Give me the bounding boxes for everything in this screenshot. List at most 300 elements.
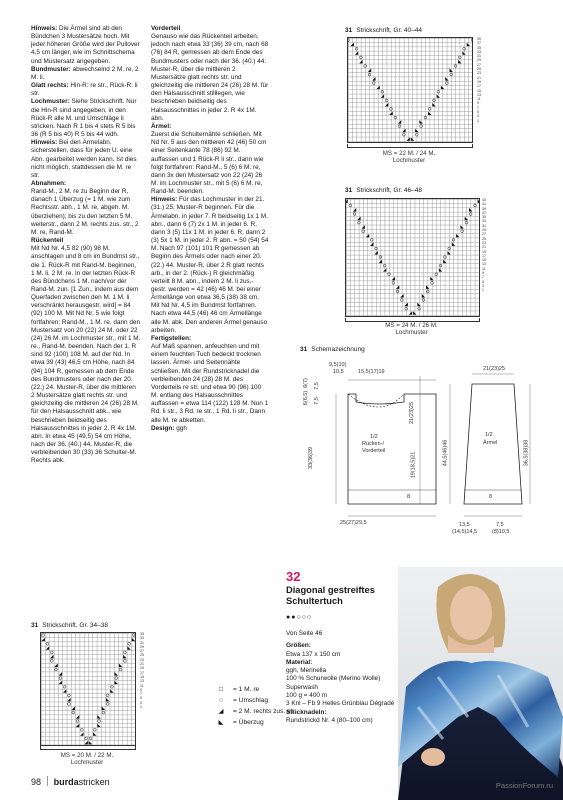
yarn-over-icon <box>418 307 421 310</box>
row-number: 21 <box>140 662 144 667</box>
k2tog-icon <box>400 294 403 297</box>
chart-repeat-label: MS = 22 M. / 24 M. Lochmuster <box>382 150 436 164</box>
yarn-over-icon <box>119 668 122 671</box>
paragraph-heading: Hinweis: <box>31 139 58 147</box>
yarn-over-icon <box>431 281 434 284</box>
yarn-over-icon <box>405 307 408 310</box>
k2tog-icon <box>374 251 377 254</box>
row-number: 27 <box>482 232 486 237</box>
yarn-over-icon <box>469 213 472 216</box>
dim-label: 21(23)25 <box>483 366 506 372</box>
legend-item: ◢ = 2 M. rechts zus. str. <box>215 706 296 717</box>
yarn-over-icon <box>437 90 440 93</box>
ssk-icon <box>106 698 109 701</box>
piece-label: 1/2 <box>485 432 493 438</box>
k2tog-icon <box>406 137 409 140</box>
row-number: 21 <box>482 245 486 250</box>
paragraph: Bundmuster: abwechselnd 2 M. re, 2 M. li. <box>31 65 139 81</box>
dim-label: 8 <box>489 494 493 500</box>
legend-item: ◣ = Überzug <box>215 717 296 728</box>
yarn-over-icon <box>388 273 391 276</box>
chart-title <box>345 187 422 194</box>
paragraph-heading: Fertigstellen: <box>151 334 192 342</box>
yarn-over-icon <box>132 634 135 637</box>
ssk-icon <box>439 268 442 271</box>
yarn-over-icon <box>461 230 464 233</box>
ssk-icon <box>119 664 122 667</box>
k2tog-icon <box>376 86 379 89</box>
row-number: 39 <box>477 37 481 41</box>
ssk-icon <box>417 303 420 306</box>
paragraph-heading: Design: <box>151 424 175 432</box>
k2tog-icon <box>72 707 75 710</box>
knit-stitch-icon: □ <box>219 686 223 693</box>
ssk-icon <box>469 208 472 211</box>
ssk-icon <box>93 732 96 735</box>
paragraph <box>31 237 141 245</box>
ssk-icon <box>478 199 480 202</box>
row-number: 3 <box>477 114 479 119</box>
yarn-over-icon <box>401 299 404 302</box>
ssk-icon <box>89 741 92 744</box>
ssk-icon <box>426 285 429 288</box>
paragraph: Genauso wie das Rückenteil arbeiten, jedoch nach etwa 33 (36) 39 cm, nach 68 (76) 84 R, gemessen ab dem Ende des Bundmusters oder nach der 36. (40.) 44. Muster-R, über die mittleren 2 Mustersätze glatt rechts str. und gleichzeitig die mittleren 24 (26) 28 M. für den Halsausschnitt stilllegen, wie beschrieben beidseitig des Halsausschnittes in jeder 2. R 4x 1M. abn. <box>151 33 269 122</box>
ssk-icon <box>465 217 468 220</box>
yarn-over-icon <box>435 273 438 276</box>
row-number: 27 <box>477 62 481 67</box>
row-number: 31 <box>482 223 486 228</box>
yarn-over-icon <box>46 642 49 645</box>
k2tog-icon <box>398 120 401 123</box>
yarn-over-icon <box>355 47 358 50</box>
k2tog-icon <box>372 77 375 80</box>
yarn-over-icon <box>396 290 399 293</box>
row-number: 19 <box>482 249 486 254</box>
yarn-over-icon <box>353 213 356 216</box>
dim-label: 10,5 <box>333 369 344 375</box>
paragraph-heading: Vorderteil <box>151 25 181 32</box>
row-number: 5 <box>140 696 142 701</box>
k2tog-icon <box>392 277 395 280</box>
row-number: 23 <box>482 240 486 245</box>
k2tog-icon <box>346 199 348 202</box>
dim-label: (14,5)14,5 <box>452 529 478 535</box>
row-number: 21 <box>477 75 481 80</box>
yarn-over-icon <box>358 221 361 224</box>
k2tog-icon <box>50 655 53 658</box>
text-column-2 <box>151 25 269 433</box>
ssk-icon <box>422 294 425 297</box>
ssk-icon <box>430 277 433 280</box>
ssk-icon <box>462 51 465 54</box>
paragraph-heading: Abnahmen: <box>31 179 67 187</box>
project-number: 32 <box>286 569 301 584</box>
chart-number: 31 <box>345 27 353 34</box>
paragraph: Zuerst die Schulternähte schließen. Mit Nd Nr. 5 aus den mittleren 42 (46) 50 cm einer Seitenkante 78 (86) 92 M. auffassen und 1 Rück-R li str., dann wie folgt fortfahren: Rand-M., 5 (6) 6 M. re, dann 3x den Mustersatz von 22 (24) 26 M. im Lochmuster str., mit 5 (6) 6 M. re, Rand-M. beenden. <box>151 131 267 196</box>
row-number: 1 <box>482 288 484 293</box>
ssk-icon <box>428 112 431 115</box>
row-number: 35 <box>140 632 144 636</box>
row-number: 5 <box>477 110 479 115</box>
row-number: 7 <box>140 692 142 697</box>
k2tog-icon <box>351 43 354 46</box>
paragraph-heading: Hinweis: <box>31 25 58 32</box>
yarn-over-icon <box>433 99 436 102</box>
ssk-icon <box>110 689 113 692</box>
row-number: 31 <box>140 640 144 645</box>
chart-title <box>31 622 108 629</box>
k2tog-icon <box>385 103 388 106</box>
yarn-over-icon <box>93 728 96 731</box>
yarn-over-icon <box>68 703 71 706</box>
yarn-over-icon <box>370 238 373 241</box>
yarn-over-icon <box>446 82 449 85</box>
k2tog-icon: ◢ <box>218 708 224 715</box>
k2tog-icon <box>402 129 405 132</box>
k2tog-icon <box>404 303 407 306</box>
dim-label: 6(7) <box>302 378 309 388</box>
row-number: 25 <box>140 653 144 658</box>
ssk-icon <box>123 655 126 658</box>
row-number: 39 <box>482 206 486 211</box>
chart-title <box>345 27 422 34</box>
dim-label: 15,5(17)19 <box>358 369 385 375</box>
project-details: Von Seite 46 Größen: Etwa 137 x 150 cm Material: ggh, Merinella 100 % Schurwolle (Merino Wolle) Superwash 100 g = 400 m 3 Knl – Fb 9 Helles Grünblau Dégradé Stricknadeln: Rundstrickd Nr. 4 (80–100 cm) <box>286 630 395 724</box>
row-numbers <box>477 37 481 123</box>
yarn-over-icon: ○ <box>219 697 223 704</box>
yarn-over-icon <box>42 634 45 637</box>
dim-label: 7,5 <box>496 522 504 528</box>
yarn-over-icon <box>106 703 109 706</box>
yarn-over-icon <box>368 73 371 76</box>
row-number: 25 <box>477 67 481 72</box>
k2tog-icon <box>76 715 79 718</box>
row-number: 23 <box>140 657 144 662</box>
knitting-chart-34-38 <box>40 632 136 746</box>
ssk-icon <box>456 234 459 237</box>
chart-brace <box>347 144 473 148</box>
yarn-over-icon <box>349 204 352 207</box>
row-number: 9 <box>140 687 142 692</box>
k2tog-icon <box>396 285 399 288</box>
row-number: 7 <box>477 105 479 110</box>
row-number: 17 <box>482 253 486 258</box>
piece-label: Vorderteil <box>362 448 386 454</box>
piece-label: Rücken-/ <box>362 441 385 447</box>
yarn-over-icon <box>123 651 126 654</box>
paragraph-heading: Ärmel: <box>151 122 172 130</box>
paragraph: Lochmuster: Siehe Strickschrift. Nur die Hin-R sind angegeben, in den Rück-R alle M. und Umschläge li stricken. Nach R 1 bis 4 stets R 5 bis 36 (R 5 bis 40) R 5 bis 44 wdh. <box>31 98 137 139</box>
row-number: 15 <box>477 88 481 93</box>
row-number: 23 <box>477 71 481 76</box>
k2tog-icon <box>355 51 358 54</box>
yarn-over-icon <box>439 264 442 267</box>
row-number: 1 <box>140 705 142 710</box>
yarn-over-icon <box>111 685 114 688</box>
k2tog-icon <box>84 741 87 744</box>
paragraph: Hinweis: Die Ärmel sind ab den Bündchen 3 Mustersätze hoch. Mit jeder höheren Größe wird der Pullover 4,5 cm länger, wie im Schnittschema und Mustersatz angegeben. <box>31 25 140 65</box>
legend-item: ○ = Umschlag <box>215 695 296 706</box>
k2tog-icon <box>379 260 382 263</box>
row-number: 37 <box>482 210 486 215</box>
piece-label: 1/2 <box>370 434 378 440</box>
k2tog-icon <box>368 69 371 72</box>
row-number: 3 <box>140 700 142 705</box>
dim-label: 25(27)29,5 <box>340 520 367 526</box>
dim-label: 36,5(38)38 <box>523 439 530 467</box>
yarn-over-icon <box>474 204 477 207</box>
page-footer <box>31 776 110 787</box>
yarn-over-icon <box>452 238 455 241</box>
ssk-icon <box>458 60 461 63</box>
paragraph <box>31 180 141 188</box>
paragraph: Glatt rechts: Hin-R: re str., Rück-R: li str. <box>31 82 138 98</box>
brand-logo-suffix: stricken <box>78 777 110 787</box>
yarn-over-icon <box>50 651 53 654</box>
ssk-icon <box>102 707 105 710</box>
row-number: 31 <box>477 54 481 59</box>
ssk-icon <box>447 251 450 254</box>
yarn-over-icon <box>98 720 101 723</box>
dim-label: 9,5(10) <box>329 362 347 368</box>
row-number: 1 <box>477 118 479 123</box>
row-number: 11 <box>482 266 486 271</box>
yarn-over-icon <box>381 90 384 93</box>
row-number: 33 <box>140 636 144 641</box>
yarn-over-icon <box>450 73 453 76</box>
yarn-over-icon <box>392 281 395 284</box>
row-number: 41 <box>482 202 486 207</box>
k2tog-icon <box>383 268 386 271</box>
paragraph <box>151 123 269 131</box>
ssk-icon <box>413 311 416 314</box>
row-number: 9 <box>477 101 479 106</box>
yarn-over-icon <box>448 247 451 250</box>
row-number: 19 <box>477 79 481 84</box>
legend-item: □ = 1 M. re <box>215 684 296 695</box>
yarn-over-icon <box>383 264 386 267</box>
k2tog-icon <box>366 234 369 237</box>
yarn-over-icon <box>85 737 88 740</box>
row-number: 35 <box>477 45 481 50</box>
yarn-over-icon <box>463 47 466 50</box>
row-number: 37 <box>477 41 481 46</box>
k2tog-icon <box>353 208 356 211</box>
model-photo <box>398 567 563 800</box>
yarn-over-icon <box>55 668 58 671</box>
yarn-over-icon <box>123 660 126 663</box>
k2tog-icon <box>59 681 62 684</box>
k2tog-icon <box>409 311 412 314</box>
dim-label: 13,5 <box>459 522 470 528</box>
yarn-over-icon <box>428 108 431 111</box>
yarn-over-icon <box>415 133 418 136</box>
chart-legend <box>215 684 296 728</box>
k2tog-icon <box>76 724 79 727</box>
row-number: 17 <box>477 84 481 89</box>
yarn-over-icon <box>59 677 62 680</box>
yarn-over-icon <box>379 256 382 259</box>
paragraph <box>151 25 269 33</box>
yarn-over-icon <box>128 642 131 645</box>
row-number: 13 <box>482 262 486 267</box>
row-number: 33 <box>477 49 481 54</box>
ssk-icon <box>132 638 135 641</box>
yarn-over-icon <box>102 711 105 714</box>
paragraph: Mit Nd Nr. 4,5 82 (90) 98 M. anschlagen und 8 cm im Bundmst str., die 1. Rück-R mit Rand-M. beginnen, 1 M. li, 2 M. re. In der letzten Rück-R des Bündchens 1 M. nach/vor der Rand-M. zun. [1 Zun., indem aus dem Querfaden zwischen den M. 1 M. li verschränkt herausgestr. wird] = 84 (92) 100 M. Mit Nd Nr. 5 wie folgt fortfahren: Rand-M., 1 M. re, dann den Mustersatz von 20 (22) 24 M. oder 22 (24) 26 M. im Lochmuster str., mit 1 M. re., Rand-M. beenden. Nach der 1. R sind 92 (100) 108 M. auf der Nd. In etwa 39 (43) 46,5 cm Höhe, nach 84 (94) 104 R, gemessen ab dem Ende des Bundmusters oder nach der 20. (22.) 24. Muster-R, über die mittleren 2 Mustersätze glatt rechts str. und gleichzeitig die mittleren 24 (26) 28 M. für den Halsausschnitt abk., wie beschrieben beidseitig des Halsausschnittes in jeder 2. R 4x 1M. abn. In etwa 45 (49,5) 54 cm Höhe, nach der 36. (40.) 44. Muster-R, die verbleibenden 30 (33) 36 Schulter-M. Rechts abk. <box>31 245 141 465</box>
yarn-over-icon <box>420 125 423 128</box>
dim-label: 8 <box>407 494 411 500</box>
yarn-over-icon <box>458 56 461 59</box>
dim-label: 21(23)25 <box>409 401 416 425</box>
k2tog-icon <box>389 112 392 115</box>
row-number: 29 <box>482 228 486 233</box>
chart-number: 31 <box>345 187 353 194</box>
project-title: Diagonal gestreiftes Schultertuch <box>286 585 375 606</box>
ssk-icon <box>445 77 448 80</box>
k2tog-icon <box>63 689 66 692</box>
yarn-over-icon <box>362 230 365 233</box>
yarn-over-icon <box>398 125 401 128</box>
yarn-over-icon <box>471 39 472 42</box>
ssk-icon <box>419 120 422 123</box>
k2tog-icon <box>80 732 83 735</box>
k2tog-icon <box>359 60 362 63</box>
k2tog-icon <box>41 638 44 641</box>
ssk-icon <box>127 646 130 649</box>
yarn-over-icon <box>80 728 83 731</box>
chart-brace <box>40 746 136 750</box>
ssk-icon <box>115 681 118 684</box>
chart-title-text: Strickschrift, Gr. 40–44 <box>356 27 422 34</box>
yarn-over-icon <box>72 711 75 714</box>
row-number: 25 <box>482 236 486 241</box>
row-number: 35 <box>482 215 486 220</box>
ssk-icon <box>432 103 435 106</box>
row-number: 29 <box>477 58 481 63</box>
yarn-over-icon <box>390 108 393 111</box>
ssk-icon <box>452 242 455 245</box>
yarn-over-icon <box>375 247 378 250</box>
k2tog-icon <box>370 242 373 245</box>
k2tog-icon <box>361 225 364 228</box>
row-number: 13 <box>477 92 481 97</box>
yarn-over-icon <box>394 116 397 119</box>
row-numbers <box>140 632 144 709</box>
ssk-icon <box>415 129 418 132</box>
dim-label: 33(36)39 <box>308 446 315 470</box>
yarn-over-icon <box>422 299 425 302</box>
ssk-icon <box>449 69 452 72</box>
paragraph: Hinweis: Für das Lochmuster in der 21. (31.) 25. Muster-R beginnen. Für die Ärmelabn. in jeder 7. R beidseitig 1x 1 M. abn., dann 6 (7) 2x 1 M. in jeder 6. R, dann 3 (5) 11x 1 M. in jeder 6. R, dann 2 (3) 5x 1 M. in jeder 2. R abn. = 50 (54) 54 M. Nach 97 (101) 101 R gemessen ab Beginn des Ärmels oder nach einer 20. (22.) 44. Muster-R, über 2 R glatt rechts arb., in der 2. (Rück-) R gleichmäßig verteilt 8 M. abn., indem 2 M. li zus.-gestr. werden = 42 (46) 46 M. bei einer Ärmellänge von etwa 36,5 (38) 38 cm. Mit Nd Nr. 4,5 im Bundmst fortfahren. Nach etwa 44,5 (46) 46 cm Ärmellänge alle M. abk. Den anderen Ärmel genauso arbeiten. <box>151 196 269 334</box>
paragraph: Hinweis: Bei den Ärmelabn. sicherstellen, dass für jeden U. eine Abn. gearbeitet werden kann. Ist dies nicht möglich, stattdessen die M. re str. <box>31 139 137 179</box>
difficulty-rating: ●●○○○ <box>286 614 313 621</box>
watermark: PassionForum.ru <box>495 781 553 790</box>
row-number: 13 <box>140 679 144 684</box>
chart-repeat-label: MS = 20 M. / 22 M. Lochmuster <box>60 752 114 766</box>
ssk-icon <box>441 86 444 89</box>
knitting-chart-40-44 <box>347 37 473 143</box>
chart-repeat-label: MS = 24 M. / 26 M. Lochmuster <box>385 322 438 336</box>
chart-title-text: Strickschrift, Gr. 46–48 <box>356 187 422 194</box>
chart-title-text: Strickschrift, Gr. 34–38 <box>42 622 108 629</box>
yarn-over-icon <box>50 660 53 663</box>
paragraph-heading: Lochmuster: <box>31 98 70 106</box>
paragraph-heading: Bundmuster: <box>31 65 71 73</box>
yarn-over-icon <box>348 39 349 42</box>
dim-label: 44,5(46)46 <box>442 439 449 467</box>
yarn-over-icon <box>385 99 388 102</box>
yarn-over-icon <box>403 133 406 136</box>
dim-label: 19(18,5)21 <box>410 451 417 479</box>
k2tog-icon <box>54 664 57 667</box>
k2tog-icon <box>67 698 70 701</box>
dim-label: (8)10,5 <box>492 529 510 535</box>
yarn-over-icon <box>364 65 367 68</box>
knitting-chart-46-48 <box>345 198 480 317</box>
row-number: 27 <box>140 649 144 654</box>
piece-label: Ärmel <box>483 440 498 446</box>
yarn-over-icon <box>115 677 118 680</box>
row-number: 17 <box>140 670 144 675</box>
dim-label: 7,5 <box>313 397 320 405</box>
paragraph-heading: Glatt rechts: <box>31 82 69 90</box>
paragraph: Design: ggh <box>151 424 187 432</box>
row-number: 5 <box>482 279 484 284</box>
ssk-icon: ◣ <box>218 719 224 726</box>
text-column-1 <box>31 25 141 465</box>
paragraph <box>151 335 269 343</box>
schema-title: 31 Schemazeichnung <box>300 346 365 353</box>
brand-logo: burda <box>53 777 79 787</box>
row-number: 33 <box>482 219 486 224</box>
yarn-over-icon <box>424 116 427 119</box>
yarn-over-icon <box>444 256 447 259</box>
row-number: 19 <box>140 666 144 671</box>
yarn-over-icon <box>372 82 375 85</box>
k2tog-icon <box>381 94 384 97</box>
ssk-icon <box>443 260 446 263</box>
page-number: 98 <box>31 777 42 787</box>
chart-number: 31 <box>31 622 39 629</box>
paragraph: Auf Maß spannen, anfeuchten und mit einem feuchten Tuch bedeckt trocknen lassen. Ärmel- und Seitennähte schließen. Mit der Rundstricknadel die verbleibenden 24 (28) 28 M. des Vorderteils re str. und etwa 90 (96) 100 M. entlang des Halsausschnittes auffassen = etwa 114 (122) 128 M. Nun 1 Rd. li str., 3 Rd. re str., 1 Rd. li str., Dann alle M. re abketten. <box>151 343 269 424</box>
dim-label: 7,5 <box>313 382 320 390</box>
row-number: 3 <box>482 283 484 288</box>
row-number: 29 <box>140 644 144 649</box>
row-number: 11 <box>140 683 144 688</box>
ssk-icon <box>467 43 470 46</box>
row-number: 15 <box>140 674 144 679</box>
row-number: 15 <box>482 258 486 263</box>
yarn-over-icon <box>454 65 457 68</box>
row-numbers <box>482 198 486 293</box>
paragraph-heading: Rückenteil <box>31 237 64 245</box>
yarn-over-icon <box>465 221 468 224</box>
ssk-icon <box>460 225 463 228</box>
yarn-over-icon <box>76 720 79 723</box>
row-number: 43 <box>482 198 486 202</box>
row-number: 11 <box>477 97 481 102</box>
row-number: 9 <box>482 271 484 276</box>
ssk-icon <box>437 94 440 97</box>
yarn-over-icon <box>360 56 363 59</box>
row-number: 7 <box>482 275 484 280</box>
yarn-over-icon <box>63 685 66 688</box>
yarn-over-icon <box>89 737 92 740</box>
yarn-over-icon <box>106 694 109 697</box>
dim-label: 6(6,5) <box>303 390 310 406</box>
k2tog-icon <box>59 672 62 675</box>
